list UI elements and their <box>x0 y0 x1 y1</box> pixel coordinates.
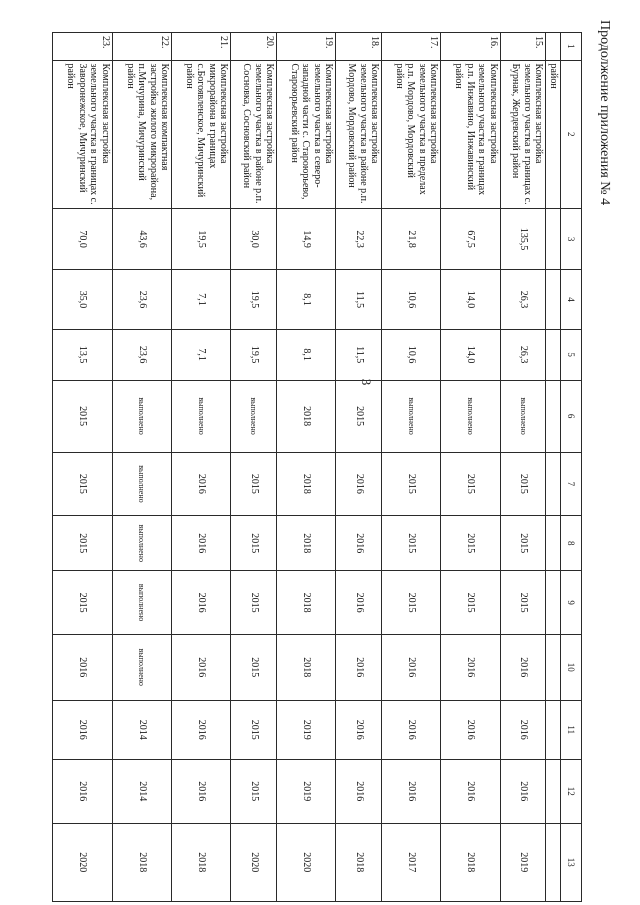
table-row <box>500 33 546 902</box>
object-name: Комплексная застройка земельного участка в северо-западной части с. Староюрьево, Староюрьевский район <box>277 60 336 208</box>
cell-c5: 14,0 <box>441 329 500 380</box>
cell-c12: 2015 <box>231 759 277 823</box>
row-number: 21. <box>172 33 231 61</box>
cell-c4: 11,5 <box>336 270 382 329</box>
cell-c6: выполнено <box>441 380 500 452</box>
cell-c7: 2016 <box>336 452 382 516</box>
continuation-text: район <box>546 60 561 208</box>
table-row <box>53 33 113 902</box>
cell-c10: 2016 <box>382 634 441 700</box>
cell-c3: 30,0 <box>231 208 277 269</box>
cell-c4: 26,3 <box>500 270 546 329</box>
table-row <box>277 33 336 902</box>
cell-c11: 2016 <box>172 700 231 759</box>
row-number: 17. <box>382 33 441 61</box>
object-name: Комплексная застройка земельного участка в районе р.п. Мордово, Мордовский район <box>336 60 382 208</box>
cell-c10: 2016 <box>500 634 546 700</box>
data-table-rotated <box>52 32 582 902</box>
cell-c9: 2015 <box>500 571 546 635</box>
col-header: 8 <box>561 516 582 571</box>
cell-c4: 7,1 <box>172 270 231 329</box>
cell-c8: 2016 <box>172 516 231 571</box>
cell-c7: 2015 <box>231 452 277 516</box>
cell-c11: 2016 <box>53 700 113 759</box>
cell-c13: 2019 <box>500 823 546 902</box>
appendix-title: Продолжение приложения № 4 <box>597 20 612 206</box>
cell-c8: 2015 <box>382 516 441 571</box>
cell-c6: выполнено <box>172 380 231 452</box>
cell-c6: выполнено <box>231 380 277 452</box>
cell-c6: выполнено <box>500 380 546 452</box>
cell-c6: 2018 <box>277 380 336 452</box>
cell-c8: выполнено <box>112 516 171 571</box>
cell-c10: 2016 <box>172 634 231 700</box>
cell-c13: 2018 <box>112 823 171 902</box>
cell-c10: 2018 <box>277 634 336 700</box>
cell-c7: 2015 <box>382 452 441 516</box>
row-number: 22. <box>112 33 171 61</box>
cell-c8: 2015 <box>441 516 500 571</box>
cell-c9: 2015 <box>382 571 441 635</box>
col-header: 3 <box>561 208 582 269</box>
cell-c5: 13,5 <box>53 329 113 380</box>
cell-c5: 26,3 <box>500 329 546 380</box>
cell-c8: 2015 <box>231 516 277 571</box>
cell-c9: выполнено <box>112 571 171 635</box>
col-header: 1 <box>561 33 582 61</box>
cell-c3: 22,3 <box>336 208 382 269</box>
cell-c12: 2016 <box>382 759 441 823</box>
cell-c9: 2018 <box>277 571 336 635</box>
cell-c12: 2019 <box>277 759 336 823</box>
cell-c5: 10,6 <box>382 329 441 380</box>
cell-c12: 2014 <box>112 759 171 823</box>
cell-c8: 2015 <box>500 516 546 571</box>
cell-c4: 10,6 <box>382 270 441 329</box>
row-number: 23. <box>53 33 113 61</box>
cell-c6: 2015 <box>336 380 382 452</box>
cell-c3: 14,9 <box>277 208 336 269</box>
cell-c9: 2016 <box>172 571 231 635</box>
cell-c11: 2016 <box>500 700 546 759</box>
cell-c10: 2015 <box>231 634 277 700</box>
cell-c11: 2015 <box>231 700 277 759</box>
cell-c8: 2018 <box>277 516 336 571</box>
row-number: 16. <box>441 33 500 61</box>
cell-c9: 2015 <box>53 571 113 635</box>
cell-c13: 2020 <box>231 823 277 902</box>
cell-c5: 19,5 <box>231 329 277 380</box>
cell-c3: 67,5 <box>441 208 500 269</box>
col-header: 6 <box>561 380 582 452</box>
cell-c4: 14,0 <box>441 270 500 329</box>
cell-c10: 2016 <box>53 634 113 700</box>
cell-c12: 2016 <box>441 759 500 823</box>
cell-c13: 2017 <box>382 823 441 902</box>
col-header: 9 <box>561 571 582 635</box>
cell-c9: 2015 <box>441 571 500 635</box>
table-row <box>441 33 500 902</box>
cell-c3: 70,0 <box>53 208 113 269</box>
row-number: 19. <box>277 33 336 61</box>
cell-c4: 35,0 <box>53 270 113 329</box>
cell-c13: 2020 <box>277 823 336 902</box>
cell-c12: 2016 <box>500 759 546 823</box>
object-name: Комплексная застройка земельного участка в районе р.п. Сосновка, Сосновский район <box>231 60 277 208</box>
col-header: 11 <box>561 700 582 759</box>
cell-c3: 135,5 <box>500 208 546 269</box>
table-row <box>172 33 231 902</box>
cell-c7: 2018 <box>277 452 336 516</box>
col-header: 13 <box>561 823 582 902</box>
cell-c4: 8,1 <box>277 270 336 329</box>
object-name: Комплексная застройка земельного участка в границах с. Заворонежское, Мичуринский район <box>53 60 113 208</box>
cell-c13: 2020 <box>53 823 113 902</box>
cell-c5: 7,1 <box>172 329 231 380</box>
row-number: 20. <box>231 33 277 61</box>
cell-c9: 2015 <box>231 571 277 635</box>
col-header: 10 <box>561 634 582 700</box>
col-header: 12 <box>561 759 582 823</box>
col-header: 5 <box>561 329 582 380</box>
page-number: 3 <box>359 378 374 386</box>
cell-c11: 2019 <box>277 700 336 759</box>
cell-c3: 43,6 <box>112 208 171 269</box>
cell-c13: 2018 <box>441 823 500 902</box>
object-name: Комплексная застройка земельного участка в границах с. Бурнак, Жердевский район <box>500 60 546 208</box>
cell-c3: 21,8 <box>382 208 441 269</box>
object-name: Комплексная застройка земельного участка в пределах р.п. Мордово, Мордовский район <box>382 60 441 208</box>
cell-c5: 8,1 <box>277 329 336 380</box>
cell-c4: 23,6 <box>112 270 171 329</box>
column-number-row <box>561 33 582 902</box>
cell-c6: 2015 <box>53 380 113 452</box>
cell-c7: 2015 <box>53 452 113 516</box>
cell-c12: 2016 <box>172 759 231 823</box>
table-row <box>112 33 171 902</box>
table-row <box>382 33 441 902</box>
cell-c11: 2016 <box>382 700 441 759</box>
table-row <box>231 33 277 902</box>
cell-c4: 19,5 <box>231 270 277 329</box>
cell-c7: 2015 <box>500 452 546 516</box>
cell-c7: 2016 <box>172 452 231 516</box>
cell-c13: 2018 <box>336 823 382 902</box>
cell-c5: 23,6 <box>112 329 171 380</box>
cell-c13: 2018 <box>172 823 231 902</box>
cell-c9: 2016 <box>336 571 382 635</box>
col-header: 7 <box>561 452 582 516</box>
object-name: Комплексная компактная застройка жилого микрорайона, п.Мичурина, Мичуринский район <box>112 60 171 208</box>
cell-c11: 2014 <box>112 700 171 759</box>
cell-c6: выполнено <box>112 380 171 452</box>
cell-c8: 2015 <box>53 516 113 571</box>
table-row <box>336 33 382 902</box>
cell-c11: 2016 <box>336 700 382 759</box>
cell-c12: 2016 <box>336 759 382 823</box>
col-header: 4 <box>561 270 582 329</box>
cell-c10: 2016 <box>336 634 382 700</box>
data-table <box>52 32 582 902</box>
row-number: 15. <box>500 33 546 61</box>
cell-c7: выполнено <box>112 452 171 516</box>
object-name: Комплексная застройка земельного участка в границах р.п. Инжавино, Инжавинский район <box>441 60 500 208</box>
cell-c10: выполнено <box>112 634 171 700</box>
object-name: Комплексная застройка микрорайона в границах с.Богоявленское, Мичуринский район <box>172 60 231 208</box>
cell-c3: 19,5 <box>172 208 231 269</box>
continuation-row <box>546 33 561 902</box>
col-header: 2 <box>561 60 582 208</box>
row-number: 18. <box>336 33 382 61</box>
cell-c10: 2016 <box>441 634 500 700</box>
cell-c8: 2016 <box>336 516 382 571</box>
cell-c5: 11,5 <box>336 329 382 380</box>
cell-c12: 2016 <box>53 759 113 823</box>
cell-c11: 2016 <box>441 700 500 759</box>
cell-c6: выполнено <box>382 380 441 452</box>
cell-c7: 2015 <box>441 452 500 516</box>
